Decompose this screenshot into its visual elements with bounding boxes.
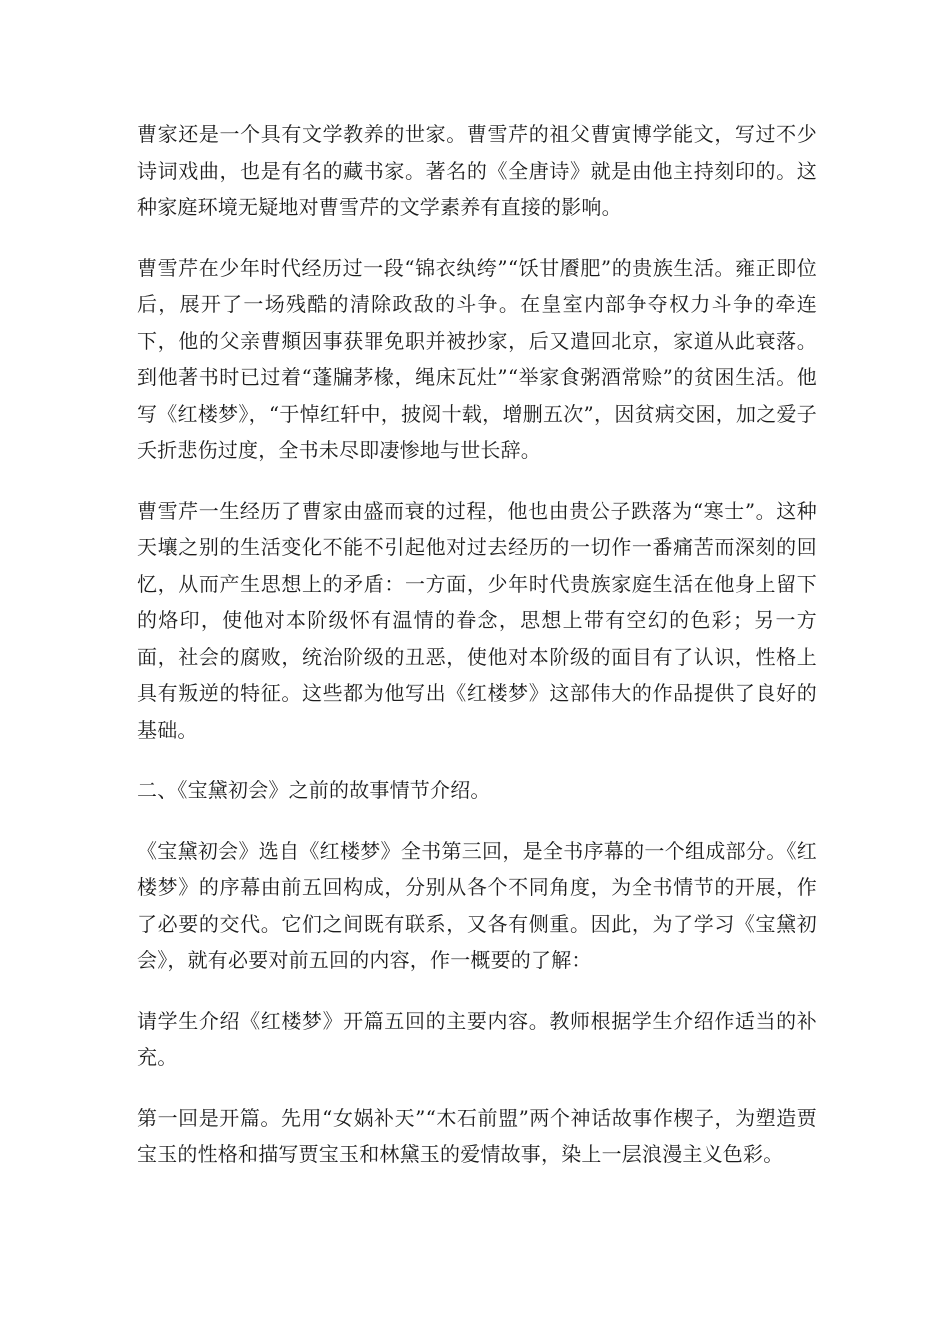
document-body (137, 116, 817, 1197)
paragraph-student-task: 请学生介绍《红楼梦》开篇五回的主要内容。教师根据学生介绍作适当的补充。 (137, 1008, 817, 1069)
paragraph-baodai-chuhui-source: 《宝黛初会》选自《红楼梦》全书第三回，是全书序幕的一个组成部分。《红楼梦》的序幕由前五回构成，分别从各个不同角度，为全书情节的开展，作了必要的交代。它们之间既有联系，又各有侧重。因此，为了学习《宝黛初会》，就有必要对前五回的内容，作一概要的了解： (137, 838, 817, 972)
section-heading-plot-intro: 二、《宝黛初会》之前的故事情节介绍。 (137, 778, 491, 802)
paragraph-cao-xueqin-youth: 曹雪芹在少年时代经历过一段“锦衣纨绔”“饫甘餍肥”的贵族生活。雍正即位后，展开了一场残酷的清除政敌的斗争。在皇室内部争夺权力斗争的牵连下，他的父亲曹頫因事获罪免职并被抄家，后又遣回北京，家道从此衰落。到他著书时已过着“蓬牖茅椽，绳床瓦灶”“举家食粥酒常赊”的贫困生活。他写《红楼梦》，“于悼红轩中，披阅十载，增删五次”，因贫病交困，加之爱子夭折悲伤过度，全书未尽即凄惨地与世长辞。 (137, 255, 817, 462)
paragraph-chapter-one: 第一回是开篇。先用“女娲补天”“木石前盟”两个神话故事作楔子，为塑造贾宝玉的性格和描写贾宝玉和林黛玉的爱情故事，染上一层浪漫主义色彩。 (137, 1105, 817, 1166)
paragraph-cao-xueqin-life-change: 曹雪芹一生经历了曹家由盛而衰的过程，他也由贵公子跌落为“寒士”。这种天壤之别的生活变化不能不引起他对过去经历的一切作一番痛苦而深刻的回忆，从而产生思想上的矛盾：一方面，少年时代贵族家庭生活在他身上留下的烙印，使他对本阶级怀有温情的眷念，思想上带有空幻的色彩；另一方面，社会的腐败，统治阶级的丑恶，使他对本阶级的面目有了认识，性格上具有叛逆的特征。这些都为他写出《红楼梦》这部伟大的作品提供了良好的基础。 (137, 498, 817, 742)
paragraph-cao-family-literary: 曹家还是一个具有文学教养的世家。曹雪芹的祖父曹寅博学能文，写过不少诗词戏曲，也是有名的藏书家。著名的《全唐诗》就是由他主持刻印的。这种家庭环境无疑地对曹雪芹的文学素养有直接的影响。 (137, 122, 817, 219)
